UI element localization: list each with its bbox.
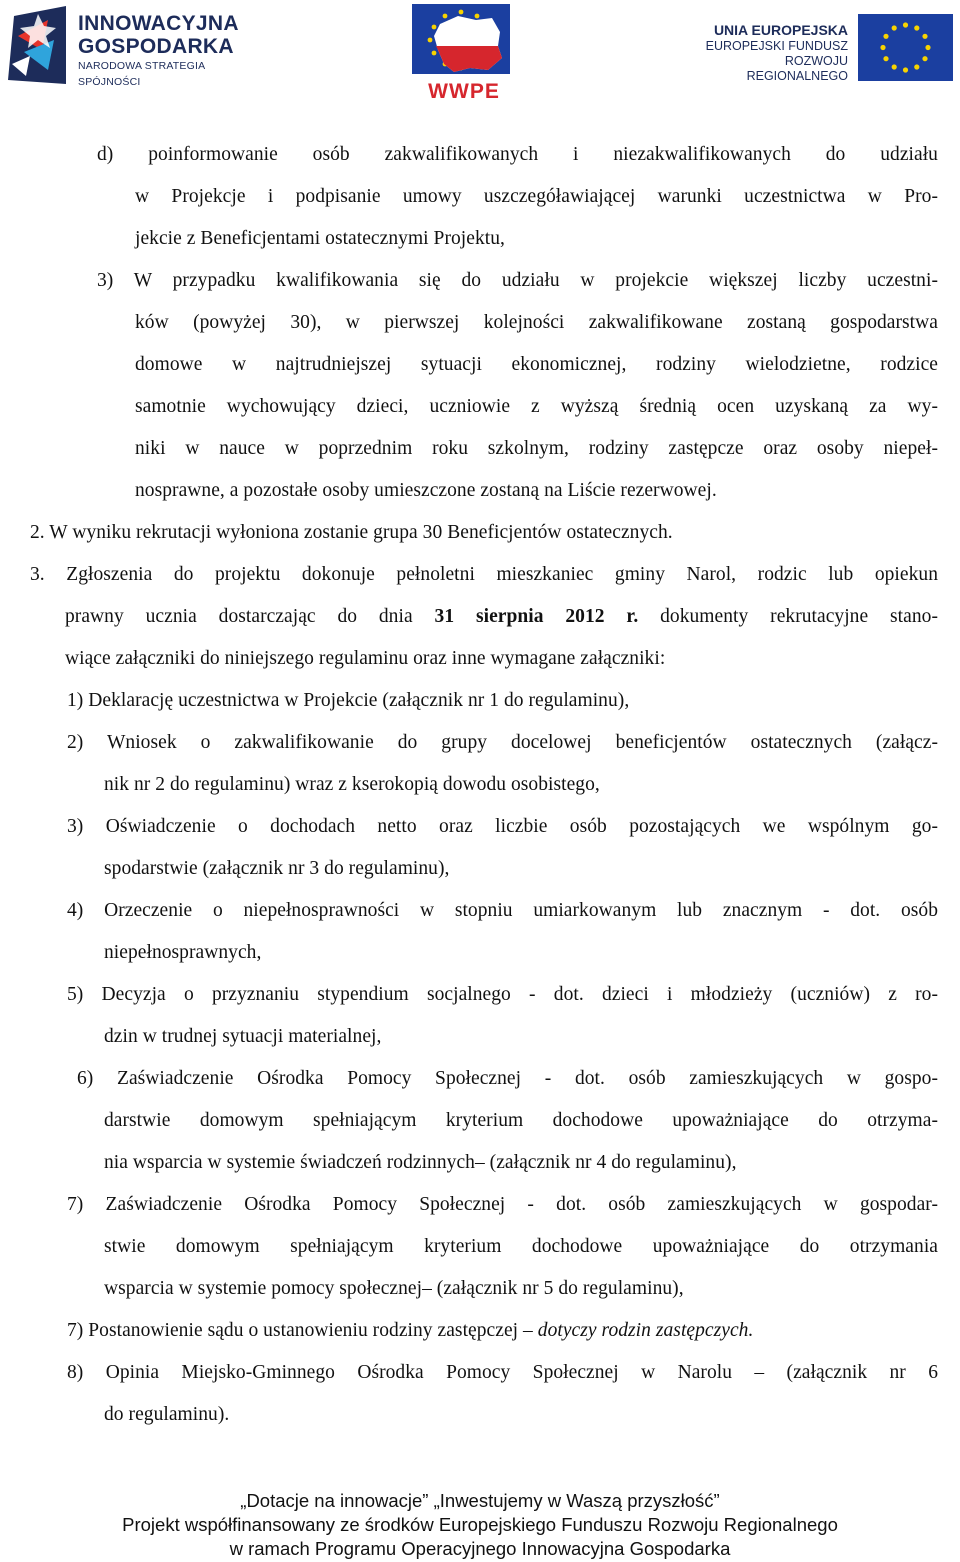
poland-eu-map-icon xyxy=(410,2,520,82)
text-line: nosprawne, a pozostałe osoby umieszczone zostaną na Liście rezerwowej. xyxy=(135,480,717,501)
text-line: niepełnosprawnych, xyxy=(104,942,262,963)
list-item: 1) Deklarację uczestnictwa w Projekcie (załącznik nr 1 do regulaminu), xyxy=(67,690,630,711)
footer-slogan: „Dotacje na innowacje” „Inwestujemy w Waszą przyszłość” xyxy=(240,1490,720,1511)
text-line: spodarstwie (załącznik nr 3 do regulaminu), xyxy=(104,858,450,879)
text-line: domowe w najtrudniejszej sytuacji ekonomicznej, rodziny wielodzietne, rodzice xyxy=(135,354,938,375)
wwpe-label: WWPE xyxy=(428,80,500,103)
eu-flag-icon xyxy=(858,14,953,81)
ig-title-line2: GOSPODARKA xyxy=(78,35,234,58)
list-item: 7) Zaświadczenie Ośrodka Pomocy Społecznej - dot. osób zamieszkujących w gospodar- xyxy=(67,1194,938,1215)
text-line: wsparcia w systemie pomocy społecznej– (załącznik nr 5 do regulaminu), xyxy=(104,1278,684,1299)
list-item: 4) Orzeczenie o niepełnosprawności w stopniu umiarkowanym lub znacznym - dot. osób xyxy=(67,900,938,921)
text-line: do regulaminu). xyxy=(104,1404,230,1425)
list-item xyxy=(67,1319,753,1343)
text-line: jekcie z Beneficjentami ostatecznymi Projektu, xyxy=(135,228,505,249)
text-segment: dokumenty rekrutacyjne stano- xyxy=(638,606,938,627)
text-line: d) poinformowanie osób zakwalifikowanych i niezakwalifikowanych do udziału xyxy=(97,144,938,165)
ig-subtitle: NARODOWA STRATEGIA SPÓJNOŚCI xyxy=(78,60,205,88)
text-line: stwie domowym spełniającym kryterium dochodowe upoważniające do otrzymania xyxy=(104,1236,938,1257)
text-line: nia wsparcia w systemie świadczeń rodzinnych– (załącznik nr 4 do regulaminu), xyxy=(104,1152,737,1173)
eu-title: UNIA EUROPEJSKA xyxy=(713,22,848,38)
text-line: ków (powyżej 30), w pierwszej kolejności zakwalifikowane zostaną gospodarstwa xyxy=(135,312,938,333)
text-line: 3) W przypadku kwalifikowania się do udziału w projekcie większej liczby uczestni- xyxy=(97,270,938,291)
deadline-date: 31 sierpnia 2012 r. xyxy=(434,606,639,627)
text-line xyxy=(65,605,938,629)
list-item: 3) Oświadczenie o dochodach netto oraz liczbie osób pozostających we wspólnym go- xyxy=(67,816,938,837)
footer-programme: w ramach Programu Operacyjnego Innowacyjna Gospodarka xyxy=(229,1538,731,1559)
text-line: dzin w trudnej sytuacji materialnej, xyxy=(104,1026,382,1047)
list-item: 2) Wniosek o zakwalifikowanie do grupy docelowej beneficjentów ostatecznych (załącz- xyxy=(67,732,938,753)
list-item: 5) Decyzja o przyznaniu stypendium socjalnego - dot. dzieci i młodzieży (uczniów) z ro- xyxy=(67,984,938,1005)
footer-cofinancing: Projekt współfinansowany ze środków Europejskiego Funduszu Rozwoju Regionalnego xyxy=(122,1514,838,1535)
text-line: samotnie wychowujący dzieci, uczniowie z wyższą średnią ocen uzyskaną za wy- xyxy=(135,396,938,417)
text-line: w Projekcje i podpisanie umowy uszczegóławiającej warunki uczestnictwa w Pro- xyxy=(135,186,938,207)
text-line: wiące załączniki do niniejszego regulaminu oraz inne wymagane załączniki: xyxy=(65,648,666,669)
eu-logo xyxy=(680,14,955,86)
list-item: 6) Zaświadczenie Ośrodka Pomocy Społecznej - dot. osób zamieszkujących w gospo- xyxy=(77,1068,938,1089)
text-line: 3. Zgłoszenia do projektu dokonuje pełnoletni mieszkaniec gminy Narol, rodzic lub opiekun xyxy=(30,564,938,585)
italic-note: dotyczy rodzin zastępczych. xyxy=(537,1320,754,1341)
text-line: niki w nauce w poprzednim roku szkolnym, rodziny zastępcze oraz osoby niepeł- xyxy=(135,438,938,459)
ig-title-line1: INNOWACYJNA xyxy=(78,12,239,35)
wwpe-logo xyxy=(410,2,520,102)
text-segment: prawny ucznia dostarczając do dnia xyxy=(65,606,435,627)
text-segment: 7) Postanowienie sądu o ustanowieniu rodziny zastępczej – xyxy=(67,1320,538,1341)
list-item: 8) Opinia Miejsko-Gminnego Ośrodka Pomocy Społecznej w Narolu – (załącznik nr 6 xyxy=(67,1362,938,1383)
innowacyjna-gospodarka-logo xyxy=(8,6,268,88)
text-line: nik nr 2 do regulaminu) wraz z kserokopią dowodu osobistego, xyxy=(104,774,600,795)
innowacyjna-gospodarka-emblem-icon xyxy=(8,6,68,84)
eu-fund-line1: EUROPEJSKI FUNDUSZ xyxy=(705,39,848,53)
text-line: 2. W wyniku rekrutacji wyłoniona zostanie grupa 30 Beneficjentów ostatecznych. xyxy=(30,522,673,543)
text-line: darstwie domowym spełniającym kryterium dochodowe upoważniające do otrzyma- xyxy=(104,1110,938,1131)
eu-fund-line2: ROZWOJU REGIONALNEGO xyxy=(746,54,848,83)
